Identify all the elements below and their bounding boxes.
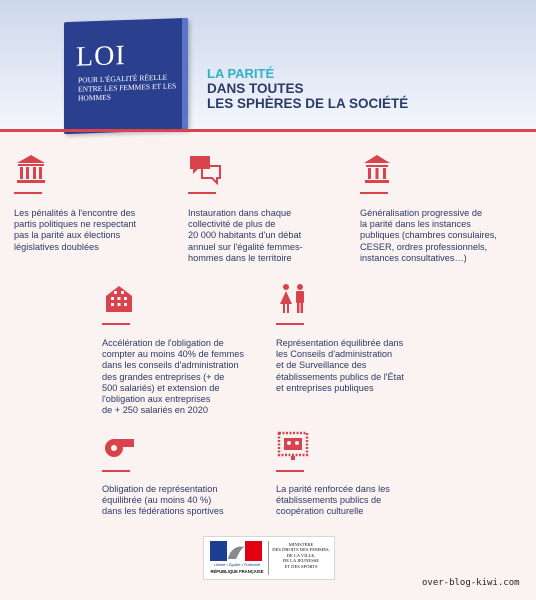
item-text: Obligation de représentation équilibrée (au moins 40 %) dans les fédérations sportives — [102, 484, 224, 517]
item-text: Instauration dans chaque collectivité de plus de 20 000 habitants d'un débat annuel sur l'égalité femmes- hommes dans le territoire — [188, 208, 303, 263]
columns-building-icon — [360, 152, 394, 186]
book-subtitle: POUR L'ÉGALITÉ RÉELLE ENTRE LES FEMMES ET LES HOMMES — [78, 72, 177, 103]
watermark: over-blog-kiwi.com — [422, 578, 520, 588]
item-text: La parité renforcée dans les établissements publics de coopération culturelle — [276, 484, 390, 517]
whistle-icon — [102, 428, 136, 462]
woman-man-icon — [276, 282, 310, 316]
item-text: Généralisation progressive de la parité dans les instances publiques (chambres consulaires, CESER, ordres professionnels, instances consultatives…) — [360, 208, 497, 263]
speech-bubbles-icon — [188, 152, 222, 186]
marianne-flag-icon — [210, 541, 262, 561]
item-divider — [276, 323, 304, 325]
ministry-name: MINISTÈRE DES DROITS DES FEMMES, DE LA VILLE, DE LA JEUNESSE ET DES SPORTS — [272, 542, 330, 569]
item-divider — [102, 470, 130, 472]
law-book-cover — [64, 18, 188, 134]
title-line-3: LES SPHÈRES DE LA SOCIÉTÉ — [207, 96, 409, 111]
logo-separator — [268, 541, 269, 575]
page-title — [207, 66, 408, 111]
office-building-icon — [102, 282, 136, 316]
republic-label: RÉPUBLIQUE FRANÇAISE — [210, 569, 264, 574]
item-text: Les pénalités à l'encontre des partis politiques ne respectant pas la parité aux élections législatives doublées — [14, 208, 137, 252]
institution-building-icon — [14, 152, 48, 186]
theatre-painting-icon — [276, 428, 310, 462]
title-line-2: DANS TOUTES — [207, 81, 304, 96]
item-divider — [14, 192, 42, 194]
item-divider — [276, 470, 304, 472]
ministry-logo — [203, 536, 335, 580]
header-divider — [0, 129, 536, 132]
item-divider — [360, 192, 388, 194]
book-title: LOI — [76, 40, 126, 73]
item-divider — [102, 323, 130, 325]
item-divider — [188, 192, 216, 194]
marianne-caption: Liberté • Égalité • Fraternité — [213, 563, 261, 567]
item-text: Accélération de l'obligation de compter au moins 40% de femmes dans les conseils d'administration des grandes entreprises (+ de 500 salariés) et extension de l'obligation aux entreprises de + 250 salariés en 2020 — [102, 338, 244, 416]
title-line-1: LA PARITÉ — [207, 66, 275, 81]
item-text: Représentation équilibrée dans les Conseils d'administration et de Surveillance des établissements publics de l'État et entreprises publiques — [276, 338, 404, 393]
